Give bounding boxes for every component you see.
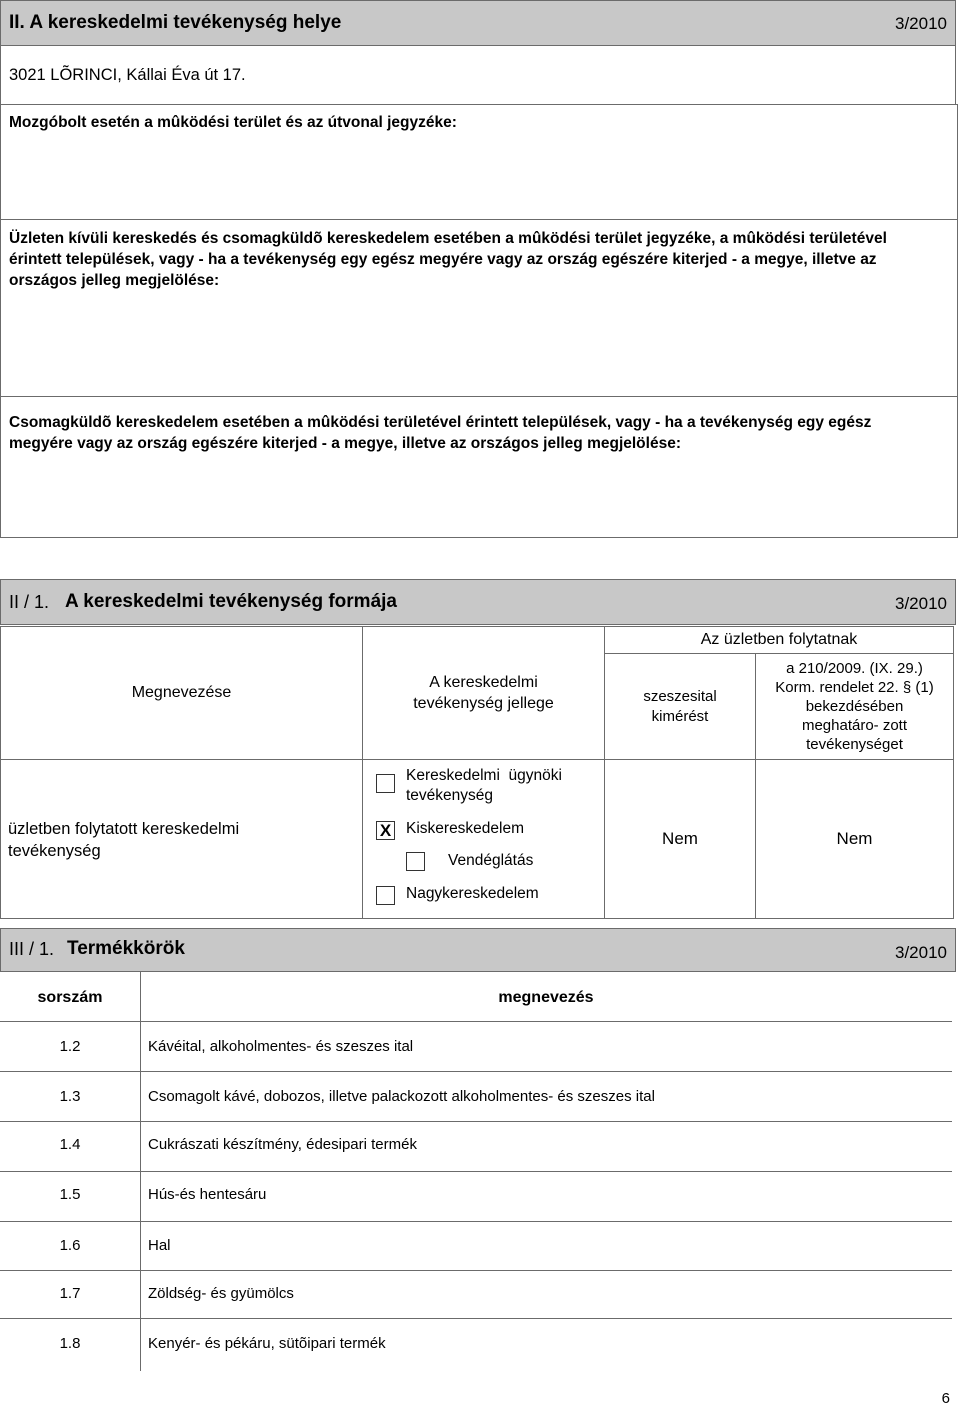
product-row-name: Cukrászati készítmény, édesipari termék: [148, 1136, 417, 1153]
option-agent-checkbox[interactable]: [376, 774, 395, 793]
option-catering-checkbox[interactable]: [406, 852, 425, 871]
product-row-name: Csomagolt kávé, dobozos, illetve palackozott alkoholmentes- és szeszes ital: [148, 1088, 655, 1105]
product-row-num: 1.2: [59, 1038, 81, 1055]
option-wholesale-label: Nagykereskedelem: [406, 885, 539, 902]
regulated-value-cell: [755, 759, 954, 919]
product-row-num: 1.4: [59, 1136, 81, 1153]
product-row-num: 1.8: [59, 1335, 81, 1352]
product-col-name: megnevezés: [498, 989, 594, 1006]
product-row-name: Hús-és hentesáru: [148, 1186, 267, 1203]
page-number: 6: [941, 1390, 950, 1407]
section-21-code: 3/2010: [895, 594, 947, 613]
section-31-header: [0, 928, 956, 972]
alcohol-value-cell: [604, 759, 756, 919]
mail-order-box: [0, 396, 958, 538]
col-header-name: [0, 626, 363, 760]
option-retail-label: Kiskereskedelem: [406, 820, 525, 837]
option-retail-checkbox[interactable]: X: [376, 821, 395, 840]
row-name-text: üzletben folytatott kereskedelmi tevékenység: [8, 820, 240, 860]
address-value: 3021 LÕRINCI, Kállai Éva út 17.: [9, 66, 246, 84]
product-row-num: 1.3: [59, 1088, 81, 1105]
col-header-regulated: [755, 653, 954, 760]
product-row-num: 1.6: [59, 1237, 81, 1254]
product-row-name: Zöldség- és gyümölcs: [148, 1285, 294, 1302]
product-row-name: Kenyér- és pékáru, sütõipari termék: [148, 1335, 386, 1352]
option-catering-label: Vendéglátás: [448, 852, 534, 869]
product-row-num: 1.7: [59, 1285, 81, 1302]
section-31-code: 3/2010: [895, 943, 947, 962]
col-header-regulated-text: a 210/2009. (IX. 29.) Korm. rendelet 22. § (1) bekezdésében meghatáro- zott tevékenységet: [775, 660, 934, 753]
product-row-name: Hal: [148, 1237, 171, 1254]
product-row-line: [0, 1021, 952, 1022]
section-21-prefix: II / 1.: [9, 592, 50, 612]
col-header-alcohol-text: szeszesital kimérést: [643, 687, 717, 725]
section-2-code: 3/2010: [895, 14, 947, 33]
product-row-line: [0, 1318, 952, 1319]
col-header-alcohol: [604, 653, 756, 760]
nature-options-cell: [362, 759, 605, 919]
regulated-value: Nem: [836, 829, 873, 848]
col-header-name-text: Megnevezése: [131, 684, 232, 701]
outside-shop-box: [0, 219, 958, 397]
alcohol-value: Nem: [662, 829, 698, 848]
col-header-nature: [362, 626, 605, 760]
section-2-title: II. A kereskedelmi tevékenység helye: [9, 12, 342, 33]
section-31-prefix: III / 1.: [9, 939, 55, 959]
product-row-line: [0, 1270, 952, 1271]
section-31-title: Termékkörök: [67, 938, 185, 959]
product-row-num: 1.5: [59, 1186, 81, 1203]
section-2-header: [0, 0, 956, 46]
product-row-line: [0, 1171, 952, 1172]
product-row-name: Kávéital, alkoholmentes- és szeszes ital: [148, 1038, 414, 1055]
col-header-shop-group: [604, 626, 954, 654]
row-name-cell: [0, 759, 363, 919]
section-21-header: [0, 579, 956, 625]
outside-shop-label: Üzleten kívüli kereskedés és csomagküldõ kereskedelem esetében a mûködési terület jegyzéke, a mûködési területével érintett települések, vagy - ha a tevékenység egy egész megyére vagy az ország egészére kiterjed - a megye, illetve az országos jelleg megjelölése:: [9, 230, 887, 289]
option-agent-label: Kereskedelmi ügynöki tevékenység: [406, 767, 567, 804]
mobile-shop-label: Mozgóbolt esetén a mûködési terület és az útvonal jegyzéke:: [9, 114, 457, 131]
product-row-line: [0, 1221, 952, 1222]
address-box: [0, 45, 956, 105]
product-col-num: sorszám: [37, 989, 103, 1006]
option-wholesale-checkbox[interactable]: [376, 886, 395, 905]
col-header-shop-group-text: Az üzletben folytatnak: [700, 631, 858, 648]
mail-order-label: Csomagküldõ kereskedelem esetében a mûködési területével érintett települések, vagy - ha a tevékenység egy egész megyére vagy az ország egészére kiterjed - a megye, illetve az országos jelleg megjelölése:: [9, 414, 872, 452]
col-header-nature-text: A kereskedelmi tevékenység jellege: [413, 674, 554, 712]
mobile-shop-box: [0, 104, 958, 220]
product-table: [0, 971, 956, 1371]
product-row-line: [0, 1071, 952, 1072]
product-row-line: [0, 1121, 952, 1122]
section-21-title: A kereskedelmi tevékenység formája: [65, 591, 397, 612]
